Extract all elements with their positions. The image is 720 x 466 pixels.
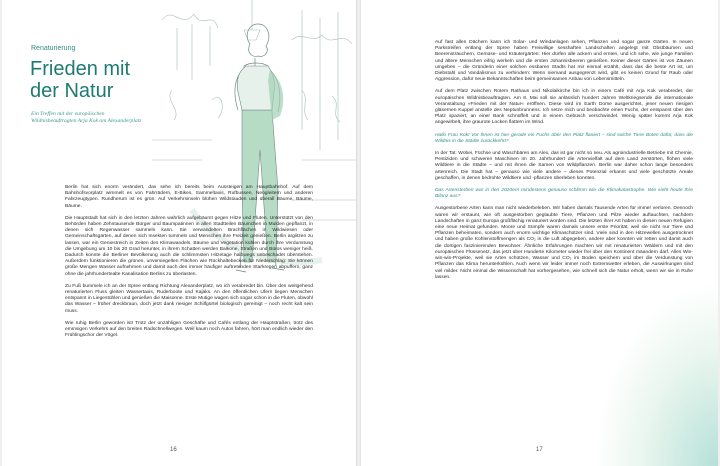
body-paragraph: Berlin hat sich enorm verändert, das sehe ich bereits beim Aussteigen am Hauptbahnhof. Auf dem Bahnhofsvorplatz wimmelt es von Fahrrädern, E-Bikes, Sammeltaxis, Rufbussen, Neogleitern und anderen Fahrzeugtypen. Rundherum ist es grün: Auf Verkehrsinseln blühen Wildstauden und überall Bäume, Bäume, Bäume. (65, 185, 313, 209)
body-paragraph: Wie ruhig Berlin geworden ist! Trotz der unzähligen Geschäfte und Cafés entlang der Hauptstraßen, trotz des emmsigen Verkehrs auf den breiten Radschnellwegen. Weil kaum noch Autos fahren, hört man endlich wieder den Frühlingschor der Vögel. (65, 320, 313, 339)
title-line-2: der Natur (30, 80, 114, 102)
body-paragraph: In der Tat. Wobei, Füchse und Waschbären am Alex, das ist gar nicht so neu. Als agroindustrielle Betriebe mit Chemie, Pestiziden und schweren Maschinen im 20. Jahrhundert die Artenvielfalt auf dem Land zerstörten, flohen viele Wildtiere in die Städte – und mit ihnen die Samen von Wildpflanzen. Berlin war daher schon lange besonders artenreich. Die Stadt hat – genauso wie viele andere – dieses Potenzial erkannt und viele geschützte Areale geschaffen, in denen bedrohte Wildtiere und -pflanzen überleben konnten. (435, 151, 693, 181)
right-page (361, 0, 718, 466)
right-body-column (435, 40, 693, 287)
section-kicker: Renaturierung (31, 45, 76, 52)
left-page (2, 0, 357, 466)
body-paragraph: Zu Fuß bummele ich an der Spree entlang Richtung Alexanderplatz, wo ich verabredet bin. Über den weitgehend renaturierten Fluss gleiten Wassertaxis, Ruderboote und Kajaks. An den öffentlichen Ufern liegen Menschen entspannt in Liegestühlen und genießen die Maisonne. Erste Mutige wagen sich sogar schon in die Fluten, obwohl das Wasser – früher dreckbraun, doch jetzt dank riesiger Schilfgürtel biologisch gereinigt – noch recht kalt sein muss. (65, 283, 313, 314)
page-number: 16 (170, 447, 177, 453)
page-number: 17 (536, 447, 543, 453)
left-body-column (65, 185, 313, 345)
body-paragraph: Die Hauptstadt hat sich in den letzten Jahren wahrlich aufgebäumt gegen Hitze und Fluten. Unterstützt von den Behörden haben Zehntausende Bürger und Baumpatinnen in allen Stadtteilen Bäumchen in Mulden gepflanzt, in denen sich Regenwasser sammeln kann. Sie verwandelten Brachflächen in Wildwiesen oder Gemeinschaftsgärten, auf denen sich Insekten tummeln und Menschen ihre Freizeit genießen. Berlin argiitzen zu lassen, war ein Geniestreich in Zeiten des Klimawandels. Bäume und Vegetation kühlen durch ihre Verdunstung die Umgebung um 10 bis 20 Grad herunter, in ihrem Schatten werden Balkone, Straßen und Büros weniger heiß. Dadurch konnte die Berliner Bevölkerung auch die schlimmsten Hitzetage halbwegs unbeschadet überstehen. Außerdem funktionieren die grünen, unversiegelten Flächen wie Rückhaltebecken für Niederschlag: Sie können große Mengen Wasser aufnehmen und damit auch den immer häufiger auftretenden Starkregen abpuffern, ganz ohne die jahrhundertealte Kanalisation Berlins zu überlasten. (65, 215, 313, 277)
article-subtitle: Ein Treffen mit der europäischen Wildnisbeauftragten Arja Kok am Alexanderplatz (31, 111, 142, 124)
body-paragraph: Ausgestorbene Arten kann man nicht wiederbeleben. Wir haben damals Tausende Arten für immer verloren. Dennoch waren wir erstaunt, wie oft ausgestorben geglaubte Tiere, Pflanzen und Pilze wieder auftauchten, nachdem Landschaften in ganz Europa großflächig renaturiert worden sind. Die letzten ihrer Art haben in diesen neuen Refugien eine neue Heimat gefunden. Moore und Sümpfe waren damals unsere erste Priorität, weil sie nicht nur Tiere und Pflanzen beheimaten, sondern auch enorm wichtige Klimaschützer sind. Viele sind in den Hitzewellen ausgetrocknet und haben große Kohlenstoffmengen als CO₂ in die Luft abgegeben, andere aber konnten wir retten und damit auch die dortigen faszinierenden Bewohner. Ähnliche Erfahrungen machten wir mit renaturierten Wäldern und mit den europäischen Flüssenetz, das jetzt über Hunderte Kilometer wieder frei über den Kontinent mäandern darf. Alles Win-win-win-Projekte, weil sie Arten schützen, Wasser und CO₂ im Boden speichern und über die Verdunstung von Pflanzen das Klima herunterkühlen. Auch wenn wir leider immer noch Extremwetter erleben, die Auswirkungen sind viel milder. Nicht einmal die Wissenschaft hat vorhergesehen, wie schnell sich die Natur erholt, wenn wir sie in Ruhe lassen. (435, 206, 693, 280)
body-paragraph: Auf fast allen Dächern kann ich Solar- und Windanlagen sehen, Pflanzen und sogar ganze Gärten. In neuen Parkstreifen entlang der Spree haben Freiwillige sesshaften Landschaften angelegt mit Obstbäumen und Beerensträuchern, Gemüse- und Kräutergärten: Hier dürfen alle ackern und ernten, und ich sehe, wie junge Familien und ältere Menschen eifrig werkeln und die ersten Johannisbeeren genießen. Keiner dieser Gärten ist von Zäunen umgeben – die Gründerin einer solchen essbaren Stadts hat mir einmal erzählt, dass das die beste Art ist, um Diebstahl und Vandalismus zu verhindern: Wenn niemand ausgegrenzt wird, gibt es keinen Grund für Raub oder Aggression, dafür neue Bekanntschaften beim gemeinsamen Anbau von Lebensmitteln. (435, 40, 693, 83)
body-paragraph: Auf dem Platz zwischen Rotem Rathaus und Nikolaikirche bin ich in einem Café mit Arja Kok verabredet, der europäischen Wildnisbeauftragten. Am 8. Mai soll sie anlässlich hundert Jahren Weltkriegsende die internationale Veranstaltung »Frieden mit der Natur« eröffnen. Diese wird im Earth Dome ausgerichtet, jener neuen riesigen gläsernen Kuppel anstelle des Neptunbrunnens. Ich setze mich und beobachte einen Fuchs, der entspannt über den Platz spaziert, an einer Bank schnüffelt und in einem Gebüsch verschwindet. Wenig später kommt Arja Kok angewirbelt, ihre graurote Locken flattern im Wind. (435, 89, 693, 126)
watercolor-wash (598, 286, 718, 466)
interview-question: Das Artensterben war in den 2020ern mindestens genauso schlimm wie die Klimakatastrophe. Wie sieht heute Ihre Bilanz aus? (435, 188, 693, 200)
interview-question: Hallo Frau Kok! Vor Ihnen ist hier gerade ein Fuchs über den Platz flaniert – sind solche Tiere Boten dafür, dass die Wildnis in die Städte zurückkehrt? (435, 132, 693, 144)
title-line-1: Frieden mit (30, 58, 131, 80)
